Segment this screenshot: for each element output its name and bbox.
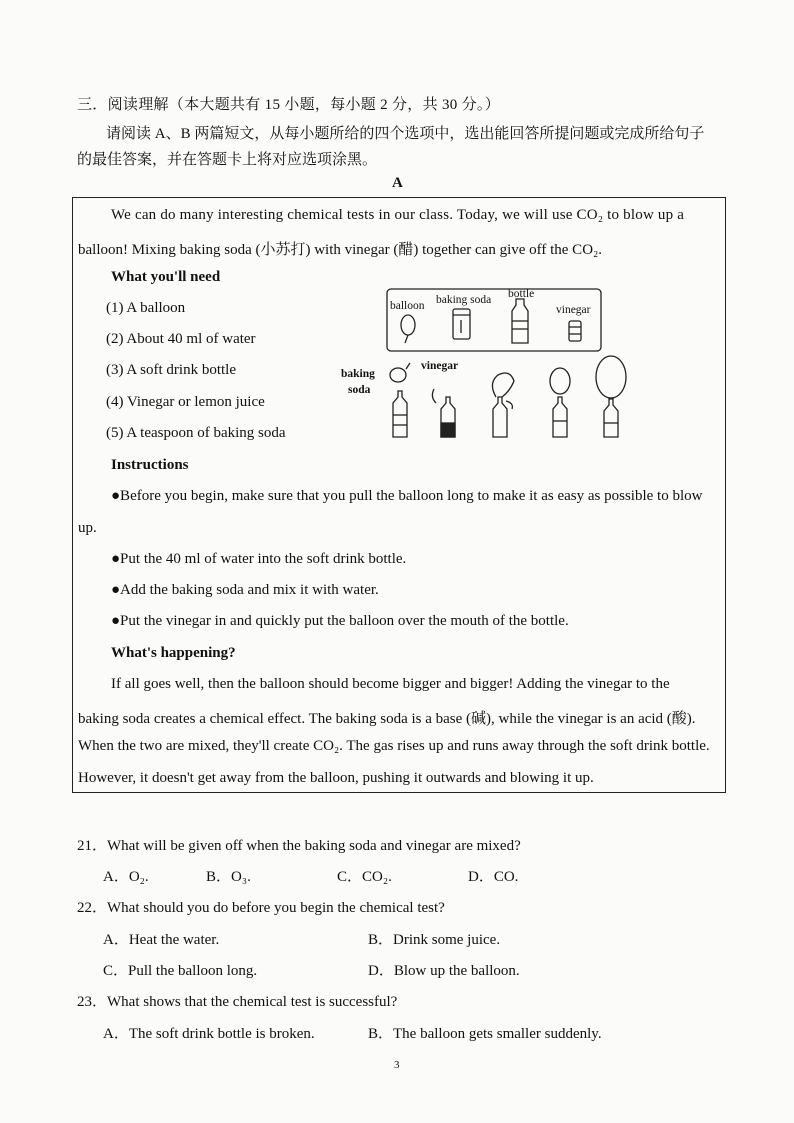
- intro-line-1: We can do many interesting chemical tests in our class. Today, we will use CO₂ to blow up a: [111, 207, 685, 223]
- section-instructions-line2: 的最佳答案，并在答题卡上将对应选项涂黑。: [77, 152, 378, 168]
- question-22-option-b[interactable]: B．Drink some juice.: [368, 932, 501, 948]
- section-title: 三．阅读理解（本大题共有 15 小题，每小题 2 分，共 30 分。）: [77, 97, 501, 113]
- step3-bottle-icon: [493, 397, 507, 437]
- happening-line: When the two are mixed, they'll create CO₂. The gas rises up and runs away through the soft drink bottle.: [78, 738, 710, 754]
- instructions-heading: Instructions: [111, 457, 189, 473]
- question-23-option-b[interactable]: B．The balloon gets smaller suddenly.: [368, 1026, 602, 1042]
- intro-line-2: balloon! Mixing baking soda (小苏打) with vinegar (醋) together can give off the CO₂.: [78, 242, 603, 258]
- question-21-option-c[interactable]: C．CO₂.: [337, 869, 392, 885]
- question-22-stem: 22．What should you do before you begin the chemical test?: [77, 900, 445, 916]
- section-instructions-line1: 请阅读 A、B 两篇短文，从每小题所给的四个选项中，选出能回答所提问题或完成所给句子: [106, 126, 705, 142]
- experiment-drawing: [338, 283, 630, 443]
- need-item: (5) A teaspoon of baking soda: [106, 425, 286, 441]
- question-21-option-d[interactable]: D．CO.: [468, 869, 519, 885]
- need-heading: What you'll need: [111, 269, 221, 285]
- question-23-stem: 23．What shows that the chemical test is successful?: [77, 994, 398, 1010]
- instruction-3: ●Add the baking soda and mix it with water.: [111, 582, 379, 598]
- passage-label: A: [392, 175, 403, 191]
- balloon-icon: [401, 315, 415, 335]
- step5-bottle-icon: [604, 399, 618, 437]
- figure-label-soda-side: soda: [348, 384, 371, 396]
- question-21-option-a[interactable]: A．O₂.: [103, 869, 149, 885]
- happening-heading: What's happening?: [111, 645, 236, 661]
- step1-bottle-icon: [393, 391, 407, 437]
- question-22-option-c[interactable]: C．Pull the balloon long.: [103, 963, 258, 979]
- instruction-1-line1: ●Before you begin, make sure that you pull the balloon long to make it as easy as possible to blow: [111, 488, 703, 504]
- instruction-2: ●Put the 40 ml of water into the soft drink bottle.: [111, 551, 407, 567]
- happening-line: baking soda creates a chemical effect. The baking soda is a base (碱), while the vinegar is an acid (酸).: [78, 711, 696, 727]
- step4-bottle-icon: [553, 397, 567, 437]
- pour-stream-icon: [432, 389, 436, 403]
- need-item: (1) A balloon: [106, 300, 186, 316]
- figure-label-vinegar-step: vinegar: [421, 360, 459, 372]
- step5-balloon-icon: [596, 356, 626, 398]
- question-22-option-d[interactable]: D．Blow up the balloon.: [368, 963, 520, 979]
- figure-label-balloon: balloon: [390, 300, 425, 312]
- materials-box: [387, 289, 601, 351]
- question-21-option-b[interactable]: B．O₃.: [206, 869, 251, 885]
- need-item: (3) A soft drink bottle: [106, 362, 236, 378]
- figure-label-baking-soda: baking soda: [436, 294, 492, 306]
- step4-balloon-icon: [550, 368, 570, 394]
- vinegar-cup-icon: [569, 321, 581, 341]
- instruction-1-line2: up.: [78, 520, 97, 536]
- need-item: (2) About 40 ml of water: [106, 331, 256, 347]
- experiment-illustration: [338, 283, 630, 443]
- need-item: (4) Vinegar or lemon juice: [106, 394, 265, 410]
- instruction-4: ●Put the vinegar in and quickly put the balloon over the mouth of the bottle.: [111, 613, 569, 629]
- balloon-string: [405, 335, 408, 343]
- question-21-stem: 21．What will be given off when the baking soda and vinegar are mixed?: [77, 838, 521, 854]
- figure-label-bottle: bottle: [508, 288, 535, 300]
- spoon-icon: [390, 368, 406, 382]
- happening-line: However, it doesn't get away from the balloon, pushing it outwards and blowing it up.: [78, 770, 594, 786]
- page-number: 3: [394, 1059, 400, 1071]
- happening-line: If all goes well, then the balloon should become bigger and bigger! Adding the vinegar to the: [111, 676, 670, 692]
- figure-label-vinegar: vinegar: [556, 304, 591, 316]
- step3-balloon-icon: [492, 373, 514, 397]
- question-22-option-a[interactable]: A．Heat the water.: [103, 932, 220, 948]
- question-23-option-a[interactable]: A．The soft drink bottle is broken.: [103, 1026, 315, 1042]
- figure-label-baking-side: baking: [341, 368, 375, 380]
